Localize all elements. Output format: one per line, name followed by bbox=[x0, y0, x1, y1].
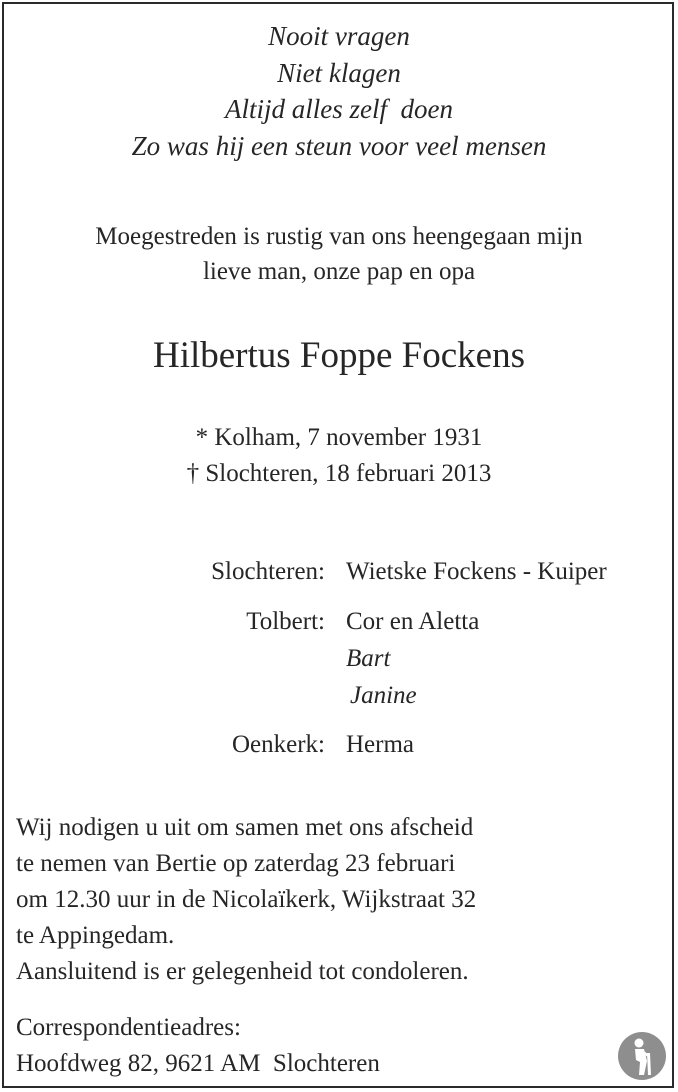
relative-place: Tolbert: bbox=[246, 608, 325, 635]
intro-line: Moegestreden is rustig van ons heengegaan mijn bbox=[95, 223, 583, 250]
intro-text bbox=[0, 219, 678, 289]
relative-place: Oenkerk: bbox=[231, 731, 325, 758]
life-dates bbox=[0, 420, 678, 492]
deceased-name: Hilbertus Foppe Fockens bbox=[152, 335, 526, 376]
relative-name: Wietske Fockens - Kuiper bbox=[346, 558, 607, 585]
poem-line: Niet klagen bbox=[277, 57, 401, 88]
invitation-line: te nemen van Bertie op zaterdag 23 februari bbox=[16, 850, 456, 877]
correspondence-address bbox=[16, 1010, 380, 1082]
relative-place: Slochteren: bbox=[211, 558, 325, 585]
grandchild-name: Bart bbox=[346, 645, 391, 672]
relative-name: Cor en Aletta bbox=[346, 608, 480, 635]
poem-line: Nooit vragen bbox=[268, 21, 410, 51]
funeral-invitation bbox=[16, 810, 476, 990]
mourning-figure-logo-icon bbox=[617, 1031, 667, 1081]
correspondence-label: Correspondentieadres: bbox=[16, 1014, 241, 1041]
birth-date: * Kolham, 7 november 1931 bbox=[195, 424, 483, 451]
invitation-line: te Appingedam. bbox=[16, 922, 175, 949]
grandchild-name: Janine bbox=[350, 682, 417, 709]
death-date: † Slochteren, 18 februari 2013 bbox=[186, 460, 492, 487]
poem-line: Zo was hij een steun voor veel mensen bbox=[131, 130, 547, 161]
poem-line: Altijd alles zelf doen bbox=[225, 94, 453, 124]
correspondence-address-line: Hoofdweg 82, 9621 AM Slochteren bbox=[16, 1050, 380, 1077]
invitation-line: Aansluitend is er gelegenheid tot condoleren. bbox=[16, 958, 469, 985]
invitation-line: Wij nodigen u uit om samen met ons afscheid bbox=[16, 814, 474, 841]
poem bbox=[0, 18, 678, 164]
intro-line: lieve man, onze pap en opa bbox=[202, 258, 476, 285]
invitation-line: om 12.30 uur in de Nicolaïkerk, Wijkstraat 32 bbox=[16, 886, 477, 913]
relative-name: Herma bbox=[346, 731, 415, 758]
